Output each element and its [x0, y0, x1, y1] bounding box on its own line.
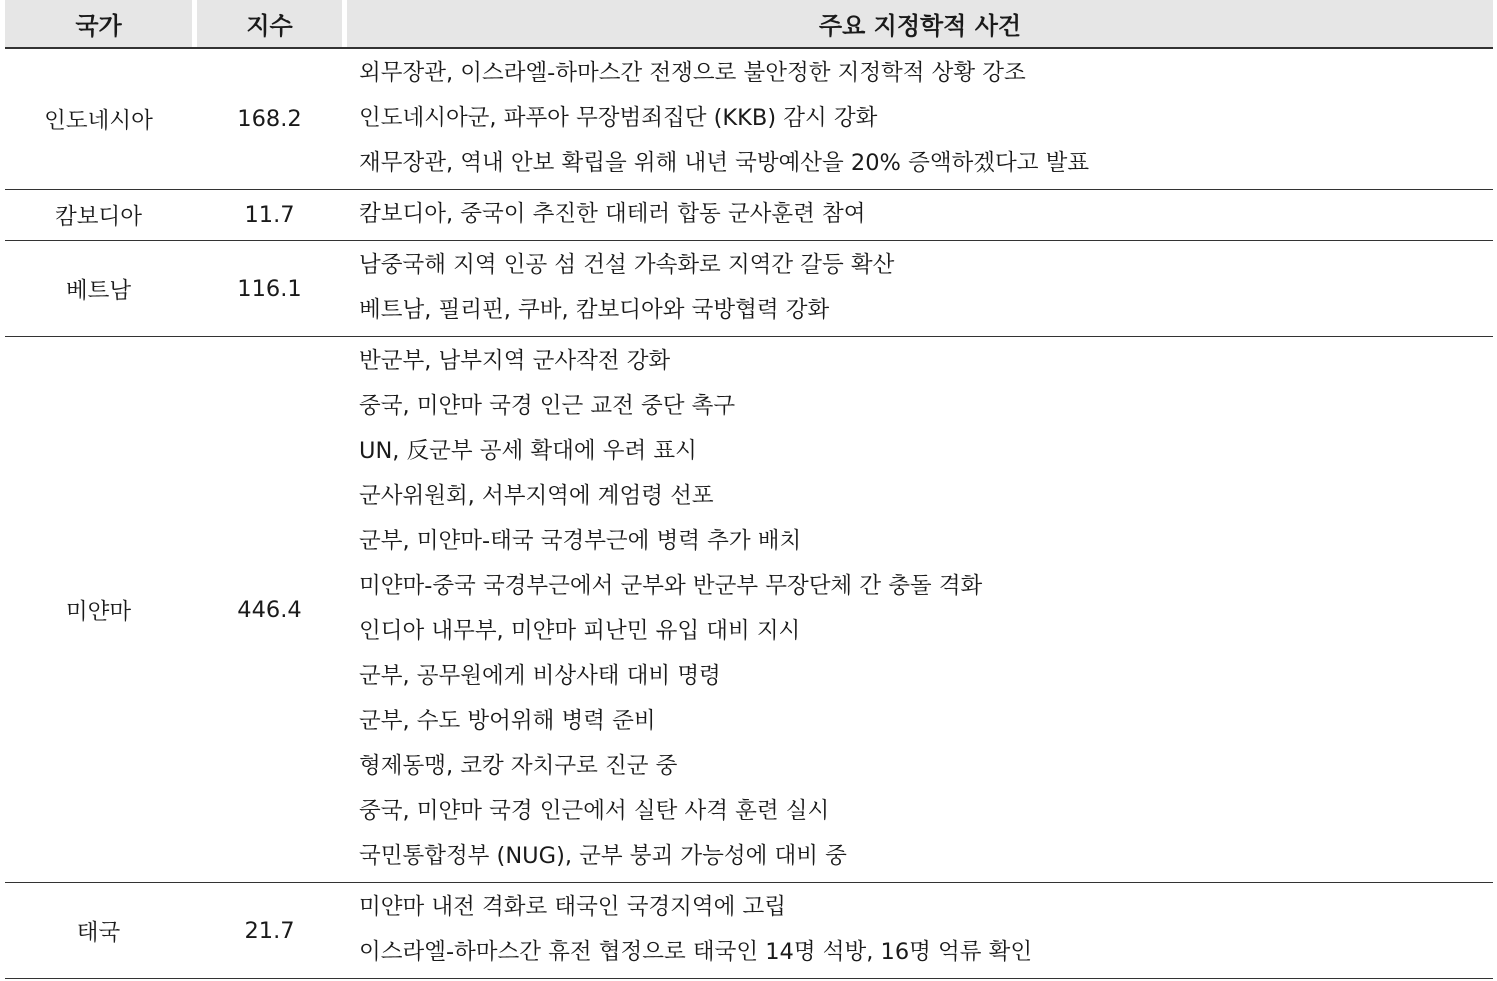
- event-item: 미얀마-중국 국경부근에서 군부와 반군부 무장단체 간 충돌 격화: [359, 573, 983, 599]
- event-item: 군부, 공무원에게 비상사태 대비 명령: [359, 663, 721, 689]
- index-cell: 116.1: [237, 275, 302, 302]
- index-cell: 21.7: [244, 917, 295, 944]
- event-item: UN, 反군부 공세 확대에 우려 표시: [359, 438, 697, 464]
- event-item: 중국, 미얀마 국경 인근 교전 중단 촉구: [359, 393, 736, 419]
- country-cell: 캄보디아: [55, 204, 142, 230]
- event-item: 외무장관, 이스라엘-하마스간 전쟁으로 불안정한 지정학적 상황 강조: [359, 60, 1026, 86]
- events-cell: [347, 337, 1493, 882]
- geopolitical-events-table: [5, 0, 1493, 979]
- table-row: [5, 190, 1493, 241]
- country-cell: 태국: [76, 919, 121, 946]
- event-item: 중국, 미얀마 국경 인근에서 실탄 사격 훈련 실시: [359, 798, 830, 824]
- table-row: [5, 883, 1493, 979]
- event-item: 형제동맹, 코캉 자치구로 진군 중: [359, 753, 678, 779]
- table-header: [5, 0, 1493, 49]
- table-row: [5, 241, 1493, 337]
- index-cell: 11.7: [244, 202, 295, 228]
- country-cell: 미얀마: [65, 598, 132, 625]
- event-item: 반군부, 남부지역 군사작전 강화: [359, 348, 671, 374]
- index-cell: 168.2: [237, 106, 302, 132]
- event-item: 군부, 미얀마-태국 국경부근에 병력 추가 배치: [359, 528, 802, 554]
- event-item: 재무장관, 역내 안보 확립을 위해 내년 국방예산을 20% 증액하겠다고 발표: [359, 150, 1090, 176]
- country-cell: 베트남: [65, 277, 132, 304]
- header-country: 국가: [5, 0, 192, 47]
- events-cell: [347, 883, 1493, 978]
- event-item: 인도네시아군, 파푸아 무장범죄집단 (KKB) 감시 강화: [359, 105, 878, 131]
- event-item: 국민통합정부 (NUG), 군부 붕괴 가능성에 대비 중: [359, 843, 847, 869]
- table-row: [5, 337, 1493, 883]
- events-cell: [347, 49, 1493, 189]
- table-row: [5, 49, 1493, 190]
- header-index: 지수: [197, 0, 342, 47]
- event-item: 인디아 내무부, 미얀마 피난민 유입 대비 지시: [359, 618, 801, 644]
- table-body: [5, 49, 1493, 979]
- event-item: 베트남, 필리핀, 쿠바, 캄보디아와 국방협력 강화: [359, 297, 830, 323]
- index-cell: 446.4: [237, 596, 302, 623]
- event-item: 이스라엘-하마스간 휴전 협정으로 태국인 14명 석방, 16명 억류 확인: [359, 939, 1033, 965]
- event-item: 남중국해 지역 인공 섬 건설 가속화로 지역간 갈등 확산: [359, 252, 895, 278]
- event-item: 군사위원회, 서부지역에 계엄령 선포: [359, 483, 714, 509]
- event-item: 군부, 수도 방어위해 병력 준비: [359, 708, 656, 734]
- header-events: 주요 지정학적 사건: [347, 0, 1493, 47]
- event-item: 캄보디아, 중국이 추진한 대테러 합동 군사훈련 참여: [359, 201, 866, 227]
- events-cell: [347, 241, 1493, 336]
- events-cell: [347, 190, 1493, 240]
- country-cell: 인도네시아: [44, 108, 153, 134]
- event-item: 미얀마 내전 격화로 태국인 국경지역에 고립: [359, 894, 786, 920]
